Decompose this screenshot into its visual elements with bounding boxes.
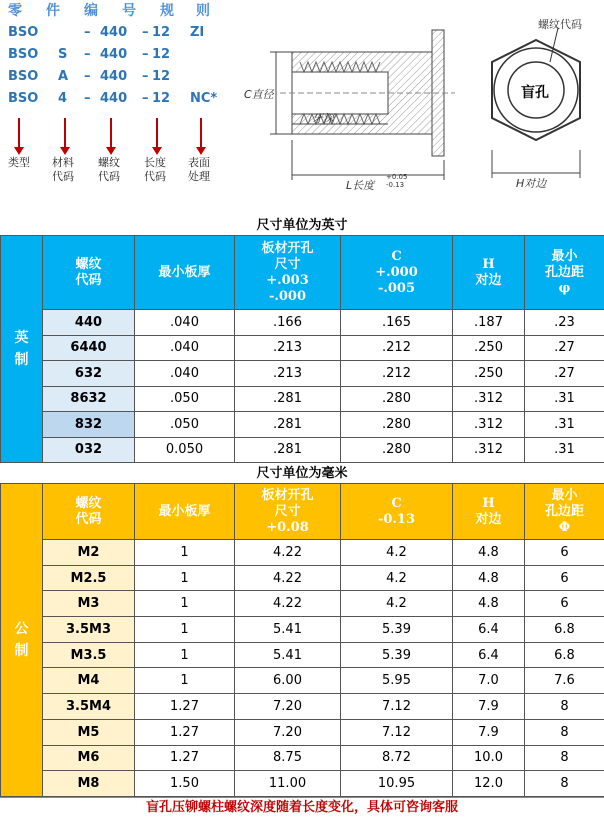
part-code-segment: – — [142, 25, 149, 40]
column-header: 螺纹 代码 — [43, 236, 135, 310]
legend-header-char: 号 — [122, 3, 136, 19]
part-code-segment: – — [84, 25, 91, 40]
inch-table-caption: 尺寸单位为英寸 — [256, 218, 348, 233]
arrow-icon — [200, 118, 202, 148]
table-row — [1, 591, 604, 617]
table-cell: 6.4 — [453, 617, 525, 643]
table-row — [1, 335, 604, 361]
legend-header-char: 规 — [160, 3, 174, 19]
table-cell: .040 — [135, 335, 235, 361]
part-code-segment: S — [58, 47, 68, 62]
table-cell: 4.22 — [235, 540, 341, 566]
table-cell: .31 — [525, 437, 604, 463]
thread-code-cell: 632 — [43, 361, 135, 387]
mm-table-caption: 尺寸单位为毫米 — [256, 466, 348, 481]
table-cell: 10.95 — [341, 771, 453, 797]
part-code-segment: – — [142, 69, 149, 84]
thread-code-cell: M4 — [43, 668, 135, 694]
table-cell: 8.75 — [235, 745, 341, 771]
table-cell: 8 — [525, 694, 604, 720]
part-code-row — [0, 46, 240, 64]
table-cell: 1.27 — [135, 694, 235, 720]
part-code-segment: – — [84, 69, 91, 84]
table-cell: .281 — [235, 386, 341, 412]
table-cell: .23 — [525, 310, 604, 336]
part-code-segment: BSO — [8, 25, 39, 40]
legend-header-char: 零 — [8, 3, 22, 19]
table-row — [1, 361, 604, 387]
table-cell: 7.20 — [235, 694, 341, 720]
length-label: L长度 — [346, 179, 375, 192]
part-code-segment: 12 — [152, 91, 171, 106]
arrow-icon — [110, 118, 112, 148]
category-finish: 表面 处理 — [188, 156, 210, 183]
table-cell: 4.8 — [453, 591, 525, 617]
table-cell: 1.27 — [135, 719, 235, 745]
column-header: 板材开孔 尺寸 +0.08 — [235, 484, 341, 540]
part-code-segment: 440 — [100, 47, 128, 62]
inch-side-label: 英 制 — [1, 236, 43, 463]
table-cell: 7.9 — [453, 719, 525, 745]
arrow-icon — [64, 118, 66, 148]
table-cell: 1 — [135, 591, 235, 617]
c-dimension-label: C直径 — [244, 88, 274, 101]
table-cell: 5.41 — [235, 617, 341, 643]
table-cell: 1 — [135, 617, 235, 643]
arrow-icon — [18, 118, 20, 148]
legend-header — [0, 2, 240, 20]
table-cell: 7.20 — [235, 719, 341, 745]
table-cell: 5.41 — [235, 642, 341, 668]
thread-code-cell: M2.5 — [43, 565, 135, 591]
table-cell: 1 — [135, 540, 235, 566]
column-header: 最小 孔边距 φ — [525, 236, 604, 310]
inch-header-row — [1, 236, 604, 310]
part-number-legend — [0, 0, 240, 210]
part-code-segment: 12 — [152, 69, 171, 84]
table-cell: 1.27 — [135, 745, 235, 771]
part-code-segment: – — [84, 91, 91, 106]
table-cell: .27 — [525, 361, 604, 387]
table-cell: .250 — [453, 361, 525, 387]
part-code-segment: ZI — [190, 25, 205, 40]
table-row — [1, 386, 604, 412]
thread-code-cell: M5 — [43, 719, 135, 745]
column-header: H 对边 — [453, 236, 525, 310]
table-row — [1, 437, 604, 463]
part-code-row — [0, 90, 240, 108]
thread-code-cell: 8632 — [43, 386, 135, 412]
table-cell: .31 — [525, 386, 604, 412]
table-cell: 7.6 — [525, 668, 604, 694]
table-row — [1, 719, 604, 745]
table-cell: .31 — [525, 412, 604, 438]
legend-header-char: 则 — [196, 3, 210, 19]
table-cell: .280 — [341, 412, 453, 438]
table-cell: 7.9 — [453, 694, 525, 720]
table-cell: .166 — [235, 310, 341, 336]
table-cell: .165 — [341, 310, 453, 336]
table-row — [1, 745, 604, 771]
table-cell: 6.00 — [235, 668, 341, 694]
thread-depth-label: 牙深 — [312, 112, 334, 125]
table-cell: .250 — [453, 335, 525, 361]
table-cell: 4.8 — [453, 565, 525, 591]
table-row — [1, 694, 604, 720]
table-cell: 11.00 — [235, 771, 341, 797]
part-code-segment: BSO — [8, 47, 39, 62]
category-length: 长度 代码 — [144, 156, 166, 183]
table-cell: 7.12 — [341, 719, 453, 745]
table-row — [1, 617, 604, 643]
legend-header-char: 编 — [84, 3, 98, 19]
part-code-row — [0, 24, 240, 42]
table-cell: 0.050 — [135, 437, 235, 463]
table-cell: 4.2 — [341, 591, 453, 617]
table-cell: 10.0 — [453, 745, 525, 771]
table-cell: 8.72 — [341, 745, 453, 771]
table-cell: 6.4 — [453, 642, 525, 668]
table-cell: 1 — [135, 668, 235, 694]
category-type: 类型 — [8, 156, 30, 169]
table-cell: .281 — [235, 412, 341, 438]
column-header: 螺纹 代码 — [43, 484, 135, 540]
table-cell: .213 — [235, 335, 341, 361]
table-cell: 4.22 — [235, 565, 341, 591]
table-cell: 4.8 — [453, 540, 525, 566]
part-code-segment: 440 — [100, 25, 128, 40]
table-cell: .312 — [453, 437, 525, 463]
part-code-segment: BSO — [8, 69, 39, 84]
thread-code-cell: 440 — [43, 310, 135, 336]
table-cell: .280 — [341, 386, 453, 412]
table-cell: .280 — [341, 437, 453, 463]
thread-code-cell: 6440 — [43, 335, 135, 361]
part-code-segment: 12 — [152, 25, 171, 40]
table-cell: 6.8 — [525, 642, 604, 668]
column-header: H 对边 — [453, 484, 525, 540]
column-header: C +.000 -.005 — [341, 236, 453, 310]
thread-code-cell: M3 — [43, 591, 135, 617]
table-cell: 4.2 — [341, 540, 453, 566]
table-cell: 8 — [525, 771, 604, 797]
table-cell: .281 — [235, 437, 341, 463]
column-header: C -0.13 — [341, 484, 453, 540]
length-tolerance-lower: -0.13 — [386, 181, 405, 189]
table-cell: 1.50 — [135, 771, 235, 797]
table-cell: 8 — [525, 719, 604, 745]
table-cell: .27 — [525, 335, 604, 361]
table-cell: 1 — [135, 642, 235, 668]
category-material: 材料 代码 — [52, 156, 74, 183]
part-code-segment: – — [142, 47, 149, 62]
thread-code-cell: 032 — [43, 437, 135, 463]
part-code-segment: 440 — [100, 91, 128, 106]
part-code-row — [0, 68, 240, 86]
table-cell: 5.39 — [341, 617, 453, 643]
table-cell: .212 — [341, 335, 453, 361]
arrow-icon — [156, 118, 158, 148]
column-header: 最小板厚 — [135, 484, 235, 540]
table-cell: 4.2 — [341, 565, 453, 591]
table-cell: .040 — [135, 310, 235, 336]
table-cell: 5.95 — [341, 668, 453, 694]
legend-header-char: 件 — [46, 3, 60, 19]
column-header: 板材开孔 尺寸 +.003 -.000 — [235, 236, 341, 310]
table-cell: 6 — [525, 540, 604, 566]
thread-code-label: 螺纹代码 — [538, 18, 582, 31]
length-tolerance-upper: +0.05 — [386, 173, 408, 181]
blind-hole-label: 盲孔 — [521, 85, 549, 101]
table-cell: 1 — [135, 565, 235, 591]
table-cell: .213 — [235, 361, 341, 387]
category-thread: 螺纹 代码 — [98, 156, 120, 183]
part-code-segment: – — [84, 47, 91, 62]
thread-code-cell: 3.5M4 — [43, 694, 135, 720]
table-row — [1, 642, 604, 668]
table-cell: .050 — [135, 386, 235, 412]
mm-header-row — [1, 484, 604, 540]
part-code-segment: BSO — [8, 91, 39, 106]
table-row — [1, 540, 604, 566]
table-cell: 6 — [525, 591, 604, 617]
standoff-drawing — [240, 0, 604, 210]
thread-code-cell: M2 — [43, 540, 135, 566]
table-cell: 6 — [525, 565, 604, 591]
table-row — [1, 310, 604, 336]
table-row — [1, 771, 604, 797]
part-code-segment: 12 — [152, 47, 171, 62]
part-code-segment: 4 — [58, 91, 68, 106]
thread-code-cell: M3.5 — [43, 642, 135, 668]
table-cell: .040 — [135, 361, 235, 387]
table-cell: 6.8 — [525, 617, 604, 643]
part-code-segment: A — [58, 69, 69, 84]
part-code-segment: NC* — [190, 91, 218, 106]
table-cell: 5.39 — [341, 642, 453, 668]
mm-spec-table — [0, 483, 604, 797]
thread-code-cell: M6 — [43, 745, 135, 771]
table-cell: .312 — [453, 386, 525, 412]
part-code-segment: – — [142, 91, 149, 106]
table-row — [1, 668, 604, 694]
thread-code-cell: 832 — [43, 412, 135, 438]
table-row — [1, 565, 604, 591]
table-cell: 7.12 — [341, 694, 453, 720]
column-header: 最小板厚 — [135, 236, 235, 310]
mm-side-label: 公 制 — [1, 484, 43, 797]
table-cell: .187 — [453, 310, 525, 336]
table-cell: 4.22 — [235, 591, 341, 617]
h-dimension-label: H对边 — [516, 177, 547, 190]
part-code-segment: 440 — [100, 69, 128, 84]
table-cell: .312 — [453, 412, 525, 438]
inch-spec-table — [0, 235, 604, 463]
thread-code-cell: 3.5M3 — [43, 617, 135, 643]
table-cell: 8 — [525, 745, 604, 771]
table-cell: 7.0 — [453, 668, 525, 694]
thread-code-cell: M8 — [43, 771, 135, 797]
footer-note: 盲孔压铆螺柱螺纹深度随着长度变化，具体可咨询客服 — [0, 797, 604, 819]
table-cell: 12.0 — [453, 771, 525, 797]
table-row — [1, 412, 604, 438]
column-header: 最小 孔边距 Φ — [525, 484, 604, 540]
table-cell: .212 — [341, 361, 453, 387]
table-cell: .050 — [135, 412, 235, 438]
